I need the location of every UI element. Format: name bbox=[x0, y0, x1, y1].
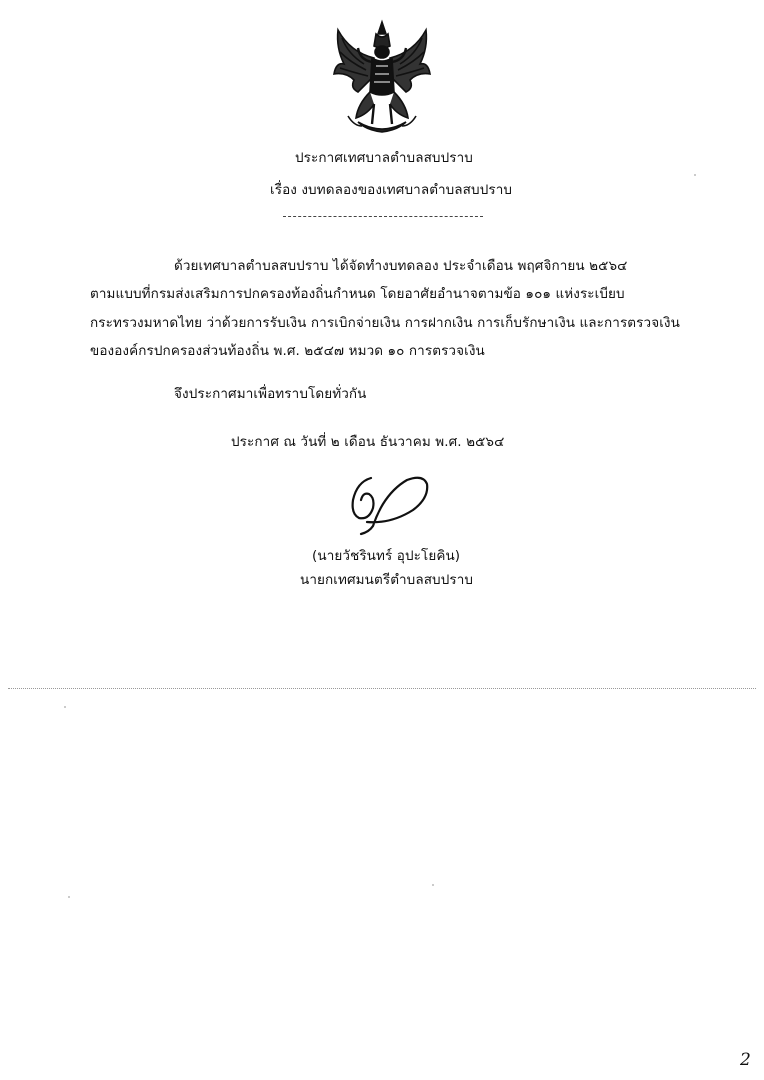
scan-speck bbox=[694, 174, 696, 176]
body-line-2: ตามแบบที่กรมส่งเสริมการปกครองท้องถิ่นกำหนด โดยอาศัยอำนาจตามข้อ ๑๐๑ แห่งระเบียบ bbox=[90, 286, 625, 302]
scan-speck bbox=[68, 896, 70, 898]
body-line-1: ด้วยเทศบาลตำบลสบปราบ ได้จัดทำงบทดลอง ประจำเดือน พฤศจิกายน ๒๕๖๔ bbox=[174, 258, 628, 274]
signatory-name: (นายวัชรินทร์ อุปะโยคิน) bbox=[312, 548, 461, 564]
announcement-title: ประกาศเทศบาลตำบลสบปราบ bbox=[295, 150, 473, 166]
scan-speck bbox=[64, 706, 66, 708]
scan-speck bbox=[432, 884, 434, 886]
scan-artifact-line bbox=[8, 688, 756, 689]
garuda-emblem-icon bbox=[328, 18, 436, 136]
body-line-3: กระทรวงมหาดไทย ว่าด้วยการรับเงิน การเบิกจ่ายเงิน การฝากเงิน การเก็บรักษาเงิน และการตรวจเงิน bbox=[90, 315, 680, 331]
signature-mark bbox=[343, 470, 435, 536]
signatory-position: นายกเทศมนตรีตำบลสบปราบ bbox=[300, 572, 474, 588]
announcement-subject: เรื่อง งบทดลองของเทศบาลตำบลสบปราบ bbox=[270, 182, 513, 198]
body-line-4: ขององค์กรปกครองส่วนท้องถิ่น พ.ศ. ๒๕๔๗ หมวด ๑๐ การตรวจเงิน bbox=[90, 343, 485, 359]
closing-statement: จึงประกาศมาเพื่อทราบโดยทั่วกัน bbox=[174, 386, 367, 402]
heading-divider bbox=[283, 216, 483, 217]
announcement-date: ประกาศ ณ วันที่ ๒ เดือน ธันวาคม พ.ศ. ๒๕๖๔ bbox=[231, 434, 505, 450]
page-number: 2 bbox=[740, 1050, 751, 1070]
